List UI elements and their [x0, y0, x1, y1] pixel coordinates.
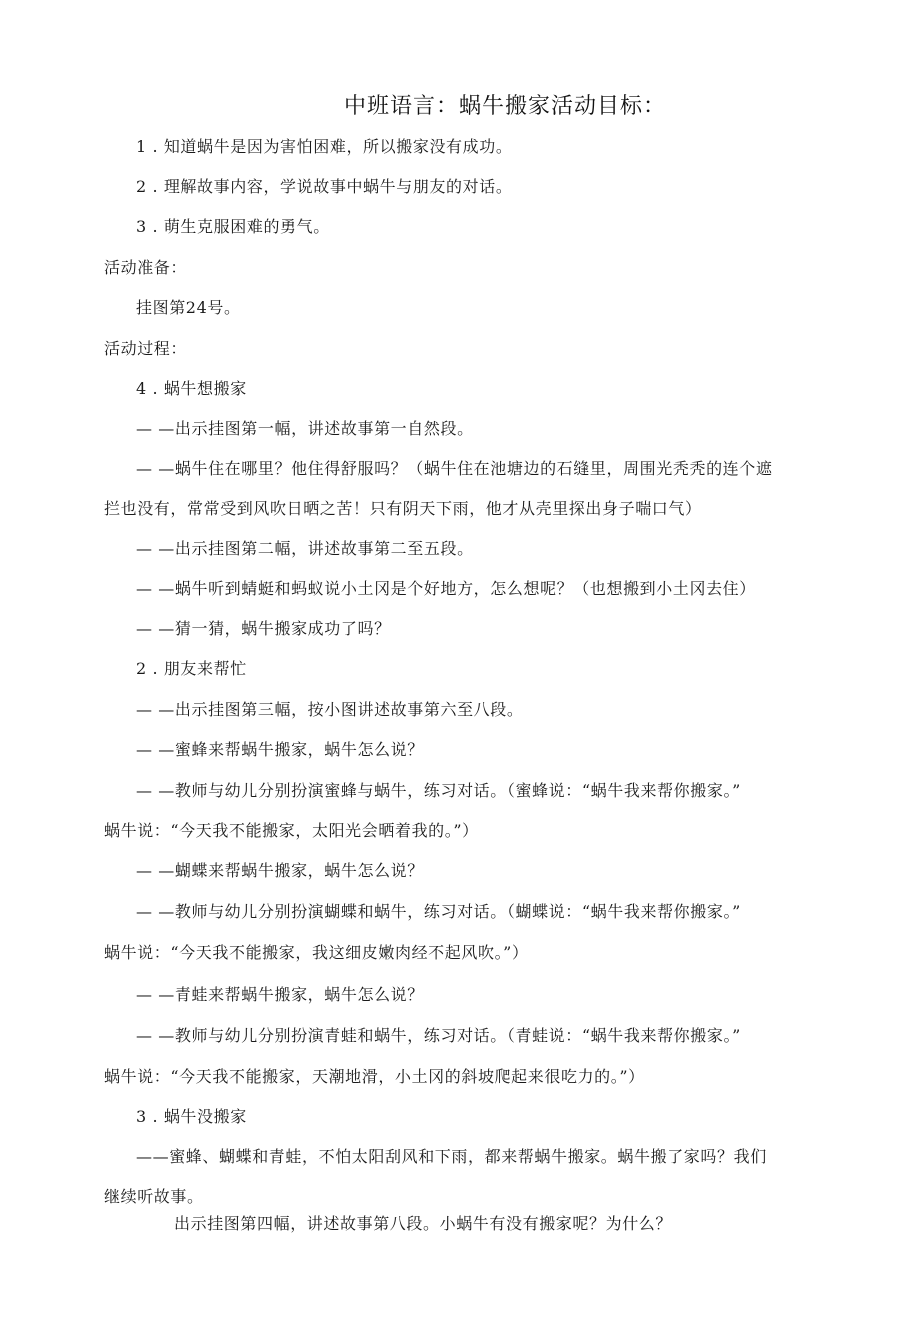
section-1-line-2: — —出示挂图第二幅，讲述故事第二至五段。: [136, 539, 474, 558]
prep-heading: 活动准备：: [104, 258, 188, 277]
section-1-line-4: — —猜一猜，蜗牛搬家成功了吗？: [136, 619, 391, 638]
page-title: 中班语言：蜗牛搬家活动目标：: [344, 94, 667, 119]
section-1-para-1-a: — —蜗牛住在哪里？他住得舒服吗？（蜗牛住在池塘边的石缝里，周围光秃秃的连个遮: [136, 459, 773, 478]
section-3-para-5-b: 继续听故事。: [104, 1187, 204, 1206]
section-1-line-1: — —出示挂图第一幅，讲述故事第一自然段。: [136, 419, 474, 438]
section-2-line-2: — —蜜蜂来帮蜗牛搬家，蜗牛怎么说？: [136, 740, 424, 759]
section-2-para-2-b: 蜗牛说：“今天我不能搬家，太阳光会晒着我的。”）: [104, 821, 479, 840]
prep-item: 挂图第24号。: [136, 298, 241, 317]
section-2-line-1: — —出示挂图第三幅，按小图讲述故事第六至八段。: [136, 700, 524, 719]
section-2-line-4: — —青蛙来帮蜗牛搬家，蜗牛怎么说？: [136, 985, 424, 1004]
section-1-para-1-b: 拦也没有，常常受到风吹日晒之苦！只有阴天下雨，他才从壳里探出身子喘口气）: [104, 499, 702, 518]
section-1-line-3: — —蜗牛听到蜻蜓和蚂蚁说小土冈是个好地方，怎么想呢？（也想搬到小土冈去住）: [136, 579, 756, 598]
goal-2: 2 . 理解故事内容，学说故事中蜗牛与朋友的对话。: [136, 177, 513, 196]
section-2-para-3-b: 蜗牛说：“今天我不能搬家，我这细皮嫩肉经不起风吹。”）: [104, 943, 529, 962]
goal-1: 1 . 知道蜗牛是因为害怕困难，所以搬家没有成功。: [136, 137, 513, 156]
section-2-para-2-a: — —教师与幼儿分别扮演蜜蜂与蜗牛，练习对话。（蜜蜂说：“蜗牛我来帮你搬家。”: [136, 781, 741, 800]
section-3-line-1: 出示挂图第四幅，讲述故事第八段。小蜗牛有没有搬家呢？为什么？: [174, 1214, 673, 1233]
process-heading: 活动过程：: [104, 339, 188, 358]
section-1-heading: 4 . 蜗牛想搬家: [136, 379, 247, 398]
goal-3: 3 . 萌生克服困难的勇气。: [136, 217, 330, 236]
section-2-para-4-a: — —教师与幼儿分别扮演青蛙和蜗牛，练习对话。（青蛙说：“蜗牛我来帮你搬家。”: [136, 1026, 741, 1045]
section-3-para-5-a: ——蜜蜂、蝴蝶和青蛙，不怕太阳刮风和下雨，都来帮蜗牛搬家。蜗牛搬了家吗？我们: [136, 1147, 767, 1166]
section-2-para-4-b: 蜗牛说：“今天我不能搬家，天潮地滑，小土冈的斜坡爬起来很吃力的。”）: [104, 1067, 645, 1086]
section-2-line-3: — —蝴蝶来帮蜗牛搬家，蜗牛怎么说？: [136, 861, 424, 880]
section-2-para-3-a: — —教师与幼儿分别扮演蝴蝶和蜗牛，练习对话。（蝴蝶说：“蜗牛我来帮你搬家。”: [136, 902, 741, 921]
section-2-heading: 2 . 朋友来帮忙: [136, 659, 247, 678]
section-3-heading: 3 . 蜗牛没搬家: [136, 1107, 247, 1126]
